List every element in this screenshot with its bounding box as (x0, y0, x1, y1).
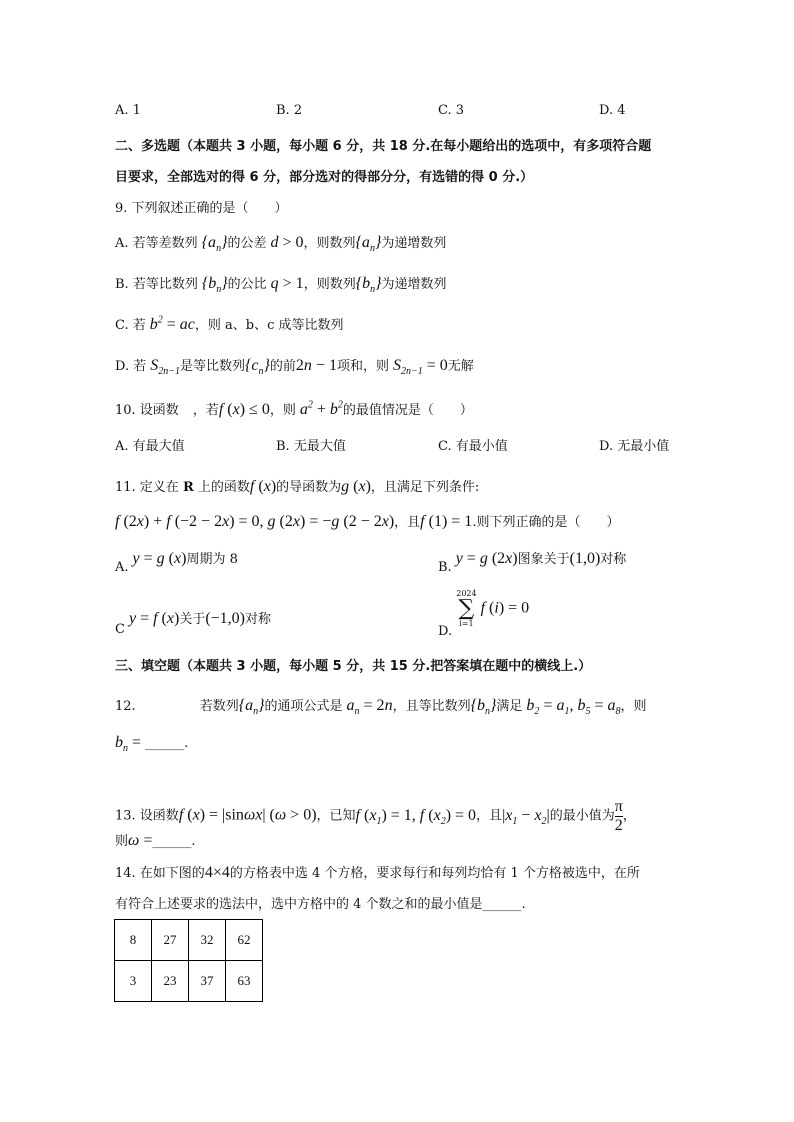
q12-answer-line: $b_n$ = ______. (115, 734, 189, 755)
grid-cell: 37 (189, 961, 226, 1002)
section2-heading-cont: 目要求，全部选对的得 6 分，部分选对的得部分分，有选错的得 0 分.） (115, 170, 534, 185)
q9-option-a: A. 若等差数列 $\{a_n\}$的公差 d > 0，则数列$\{a_n\}$为递增数列 (115, 234, 447, 255)
grid-cell: 23 (152, 961, 189, 1002)
grid-cell: 27 (152, 920, 189, 961)
q9-option-d: D. 若 $S_{2n-1}$是等比数列$\{c_n\}$的前2n − 1项和，则 $S_{2n-1} = 0$无解 (115, 357, 474, 378)
q11-stem: 11. 定义在 R 上的函数f (x)的导函数为g (x)，且满足下列条件: (115, 478, 480, 495)
pi-over-two: $\frac{\pi}{2}$ (614, 798, 623, 834)
q10-option-b: B. 无最大值 (276, 439, 346, 454)
q10-stem: 10. 设函数 ，若f (x) ≤ 0，则 $a^2 + b^2$的最值情况是（ ） (115, 399, 473, 418)
q11-option-b: B. y = g (2x)图象关于(1,0)对称 (438, 550, 627, 575)
grid-cell: 8 (115, 920, 152, 961)
q14-stem-cont: 有符合上述要求的选法中，选中方格中的 4 个数之和的最小值是______. (115, 897, 526, 912)
q8-option-d: D. 4 (599, 103, 626, 118)
q10-option-d: D. 无最小值 (599, 439, 670, 454)
summation-symbol: 2024 ∑ i=1 (456, 589, 477, 628)
grid-cell: 63 (226, 961, 263, 1002)
q8-option-c: C. 3 (438, 103, 465, 118)
table-row (115, 961, 263, 1002)
q14-number-grid (114, 919, 263, 1002)
q10-option-c: C. 有最小值 (438, 439, 508, 454)
q11-conditions: f (2x) + f (−2 − 2x) = 0, g (2x) = −g (2 − 2x)，且f (1) = 1.则下列正确的是（ ） (115, 513, 620, 530)
grid-cell: 32 (189, 920, 226, 961)
q8-option-b: B. 2 (276, 103, 303, 118)
q13-answer-line: 则ω =______. (115, 832, 196, 849)
section3-heading: 三、填空题（本题共 3 小题，每小题 5 分，共 15 分.把答案填在题中的横线上.） (115, 659, 592, 674)
grid-cell: 62 (226, 920, 263, 961)
table-row (115, 920, 263, 961)
q10-option-a: A. 有最大值 (115, 439, 185, 454)
q11-option-a: A. y = g (x)周期为 8 (115, 550, 238, 575)
q8-option-a: A. 1 (115, 103, 141, 118)
q12-stem: 12. 若数列$\{a_n\}$的通项公式是 $a_n = 2n$，且等比数列$\{b_n\}$满足 $b_2 = a_1$, $b_5 = a_8$，则 (115, 697, 647, 718)
grid-cell: 3 (115, 961, 152, 1002)
q14-stem: 14. 在如下图的4×4的方格表中选 4 个方格，要求每行和每列均恰有 1 个方格被选中，在所 (115, 864, 640, 881)
q9-option-c: C. 若 $b^2$ = ac，则 a、b、c 成等比数列 (115, 314, 344, 333)
q11-option-c: C y = f (x)关于(−1,0)对称 (115, 610, 272, 637)
q9-stem: 9. 下列叙述正确的是（ ） (115, 201, 288, 216)
q11-option-d: D. 2024 ∑ i=1 f (i) = 0 (438, 589, 530, 639)
section2-heading: 二、多选题（本题共 3 小题，每小题 6 分，共 18 分.在每小题给出的选项中，有多项符合题 (115, 139, 652, 154)
q13-stem: 13. 设函数f (x) = |sinωx| (ω > 0)，已知f $(x_1) = 1$, f $(x_2) = 0$，且$|x_1 - x_2|$的最小值为 $\frac{\pi}{2}$ ， (115, 798, 636, 834)
q9-option-b: B. 若等比数列 $\{b_n\}$的公比 q > 1，则数列$\{b_n\}$为递增数列 (115, 275, 447, 296)
